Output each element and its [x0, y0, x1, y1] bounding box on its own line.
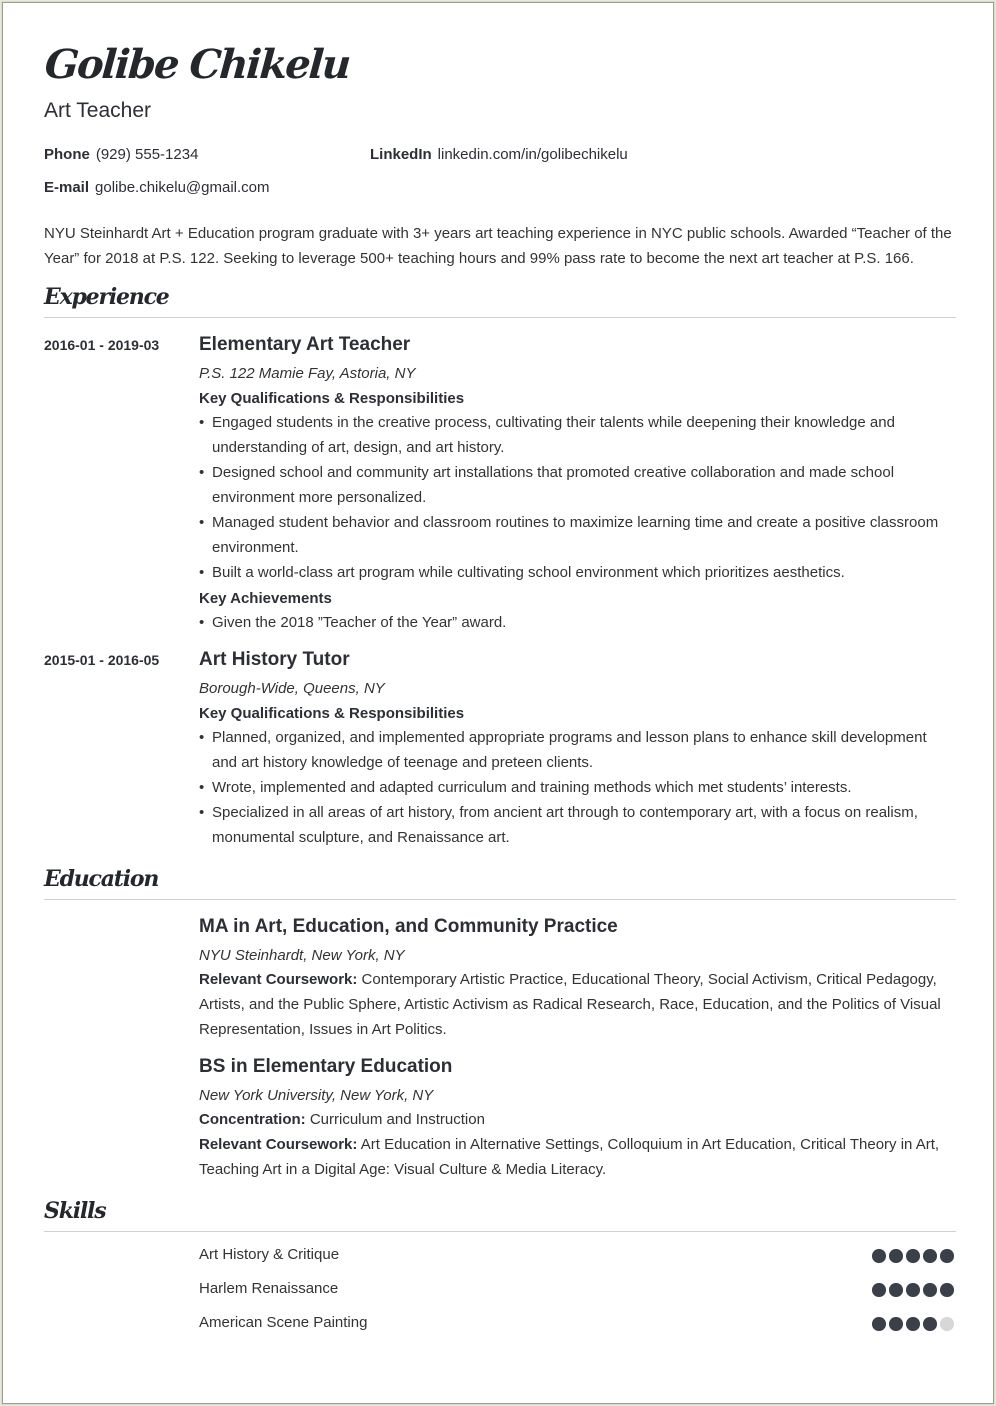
- job-achievements: [199, 610, 949, 635]
- rating-dot-filled: [889, 1317, 903, 1331]
- list-item: • Planned, organized, and implemented appropriate programs and lesson plans to enhance skill development and art history knowledge of teenage and preteen clients.: [199, 725, 949, 775]
- rating-dot-filled: [906, 1283, 920, 1297]
- rating-dot-filled: [906, 1249, 920, 1263]
- coursework: [199, 967, 955, 1042]
- resume-page: [2, 2, 994, 1404]
- experience-heading: Experience: [44, 284, 169, 310]
- job-dates: 2015-01 - 2016-05: [44, 652, 160, 668]
- rating-dot-filled: [872, 1317, 886, 1331]
- education-heading: Education: [44, 866, 159, 892]
- concentration: [199, 1107, 955, 1132]
- job-role: Art History Tutor: [199, 649, 350, 670]
- skill-rating: [872, 1249, 954, 1263]
- rating-dot-filled: [906, 1317, 920, 1331]
- candidate-name: Golibe Chikelu: [43, 41, 351, 88]
- concentration-label: Concentration:: [199, 1111, 306, 1128]
- skill-name: Harlem Renaissance: [199, 1280, 339, 1297]
- summary: NYU Steinhardt Art + Education program graduate with 3+ years art teaching experience in NYC public schools. Awarded “Teacher of the Year” for 2018 at P.S. 122. Seeking to leverage 500+ teaching hours and 99% pass rate to become the next art teacher at P.S. 166.: [44, 225, 952, 267]
- section-divider: [44, 317, 956, 318]
- degree-title: BS in Elementary Education: [199, 1056, 453, 1077]
- rating-dot-filled: [940, 1249, 954, 1263]
- list-item: • Managed student behavior and classroom routines to maximize learning time and create a positive classroom environment.: [199, 510, 949, 560]
- list-item: • Designed school and community art installations that promoted creative collaboration and made school environment more personalized.: [199, 460, 949, 510]
- email-label: E-mail: [44, 179, 90, 196]
- job-title: Art Teacher: [44, 99, 151, 122]
- rating-dot-filled: [923, 1283, 937, 1297]
- job-place: P.S. 122 Mamie Fay, Astoria, NY: [199, 365, 416, 382]
- coursework-text: Art Education in Alternative Settings, Colloquium in Art Education, Critical Theory in Art, Teaching Art in a Digital Age: Visual Culture & Media Literacy.: [199, 1136, 940, 1178]
- coursework-label: Relevant Coursework:: [199, 1136, 358, 1153]
- phone-label: Phone: [44, 146, 90, 163]
- rating-dot-filled: [872, 1283, 886, 1297]
- skill-name: American Scene Painting: [199, 1314, 368, 1331]
- list-item: • Given the 2018 ”Teacher of the Year” award.: [199, 610, 949, 635]
- job-bullets: [199, 725, 949, 850]
- list-item: • Specialized in all areas of art history, from ancient art through to contemporary art, with a focus on realism, monumental sculpture, and Renaissance art.: [199, 800, 949, 850]
- linkedin-link[interactable]: linkedin.com/in/golibechikelu: [437, 146, 628, 163]
- email-link[interactable]: golibe.chikelu@gmail.com: [95, 179, 270, 196]
- rating-dot-filled: [872, 1249, 886, 1263]
- coursework-text: Contemporary Artistic Practice, Educational Theory, Social Activism, Critical Pedagogy, Artists, and the Public Sphere, Artistic Activism as Radical Research, Race, Education, and the Politics of Visual Representation, Issues in Art Politics.: [199, 971, 941, 1038]
- coursework-label: Relevant Coursework:: [199, 971, 358, 988]
- phone-value: (929) 555-1234: [95, 146, 199, 163]
- school-name: New York University, New York, NY: [199, 1087, 434, 1104]
- skill-name: Art History & Critique: [199, 1246, 340, 1263]
- rating-dot-filled: [923, 1317, 937, 1331]
- coursework: [199, 1132, 955, 1182]
- job-achievements-heading: Key Achievements: [199, 590, 332, 607]
- job-qualifications-heading: Key Qualifications & Responsibilities: [199, 705, 465, 722]
- job-dates: 2016-01 - 2019-03: [44, 337, 160, 353]
- degree-title: MA in Art, Education, and Community Practice: [199, 916, 618, 937]
- contact-linkedin: [370, 146, 628, 163]
- job-bullets: [199, 410, 949, 585]
- skill-rating: [872, 1317, 954, 1331]
- job-place: Borough-Wide, Queens, NY: [199, 680, 385, 697]
- linkedin-label: LinkedIn: [370, 146, 432, 163]
- rating-dot-filled: [923, 1249, 937, 1263]
- rating-dot-filled: [940, 1283, 954, 1297]
- rating-dot-filled: [889, 1283, 903, 1297]
- list-item: • Wrote, implemented and adapted curriculum and training methods which met students’ interests.: [199, 775, 949, 800]
- school-name: NYU Steinhardt, New York, NY: [199, 947, 405, 964]
- section-divider: [44, 899, 956, 900]
- list-item: • Engaged students in the creative process, cultivating their talents while deepening their knowledge and understanding of art, design, and art history.: [199, 410, 949, 460]
- rating-dot-empty: [940, 1317, 954, 1331]
- skills-heading: Skills: [44, 1198, 106, 1224]
- list-item: • Built a world-class art program while cultivating school environment which prioritizes aesthetics.: [199, 560, 949, 585]
- contact-email: [44, 179, 270, 196]
- skill-rating: [872, 1283, 954, 1297]
- job-qualifications-heading: Key Qualifications & Responsibilities: [199, 390, 465, 407]
- concentration-text: Curriculum and Instruction: [305, 1111, 485, 1128]
- contact-phone: [44, 146, 198, 163]
- rating-dot-filled: [889, 1249, 903, 1263]
- job-role: Elementary Art Teacher: [199, 334, 411, 355]
- section-divider: [44, 1231, 956, 1232]
